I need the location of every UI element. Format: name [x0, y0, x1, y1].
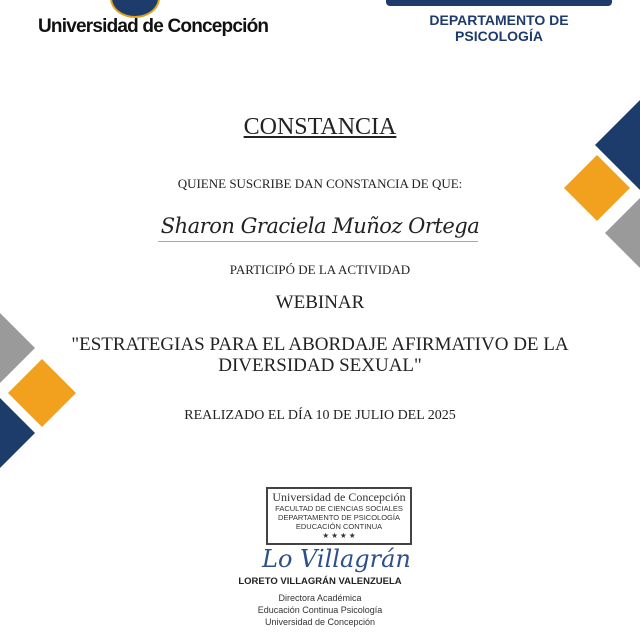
department-logo-bar [386, 0, 612, 6]
stamp-stars: ★ ★ ★ ★ [322, 531, 356, 540]
date-text: REALIZADO EL DÍA 10 DE JULIO DEL 2025 [184, 408, 456, 423]
participation-text: PARTICIPÓ DE LA ACTIVIDAD [229, 262, 411, 277]
stamp-line1: Universidad de Concepción [272, 490, 406, 504]
intro-text: QUIENE SUSCRIBE DAN CONSTANCIA DE QUE: [177, 176, 463, 191]
name-underline [158, 241, 478, 242]
activity-type: WEBINAR [275, 292, 365, 313]
activity-title-line2: DIVERSIDAD SEXUAL" [218, 355, 422, 376]
signer-department: Educación Continua Psicología [257, 605, 383, 615]
department-logo: DEPARTAMENTO DE PSICOLOGÍA [429, 12, 569, 44]
signer-role: Directora Académica [278, 593, 362, 603]
handwritten-signature: Lo Villagrán [262, 545, 411, 573]
institution-stamp [266, 487, 412, 545]
signer-name: LORETO VILLAGRÁN VALENZUELA [238, 576, 402, 587]
stamp-line2: FACULTAD DE CIENCIAS SOCIALES [275, 504, 403, 513]
activity-title-line1: "ESTRATEGIAS PARA EL ABORDAJE AFIRMATIVO DE LA [71, 334, 569, 355]
stamp-line3: DEPARTAMENTO DE PSICOLOGÍA [278, 513, 400, 522]
signer-institution: Universidad de Concepción [264, 617, 376, 627]
stamp-line4: EDUCACIÓN CONTINUA [295, 522, 383, 531]
recipient-name: Sharon Graciela Muñoz Ortega [160, 214, 480, 238]
university-logo: Universidad de Concepción [38, 16, 269, 37]
activity-title [0, 334, 640, 376]
certificate-title: CONSTANCIA [243, 114, 397, 140]
